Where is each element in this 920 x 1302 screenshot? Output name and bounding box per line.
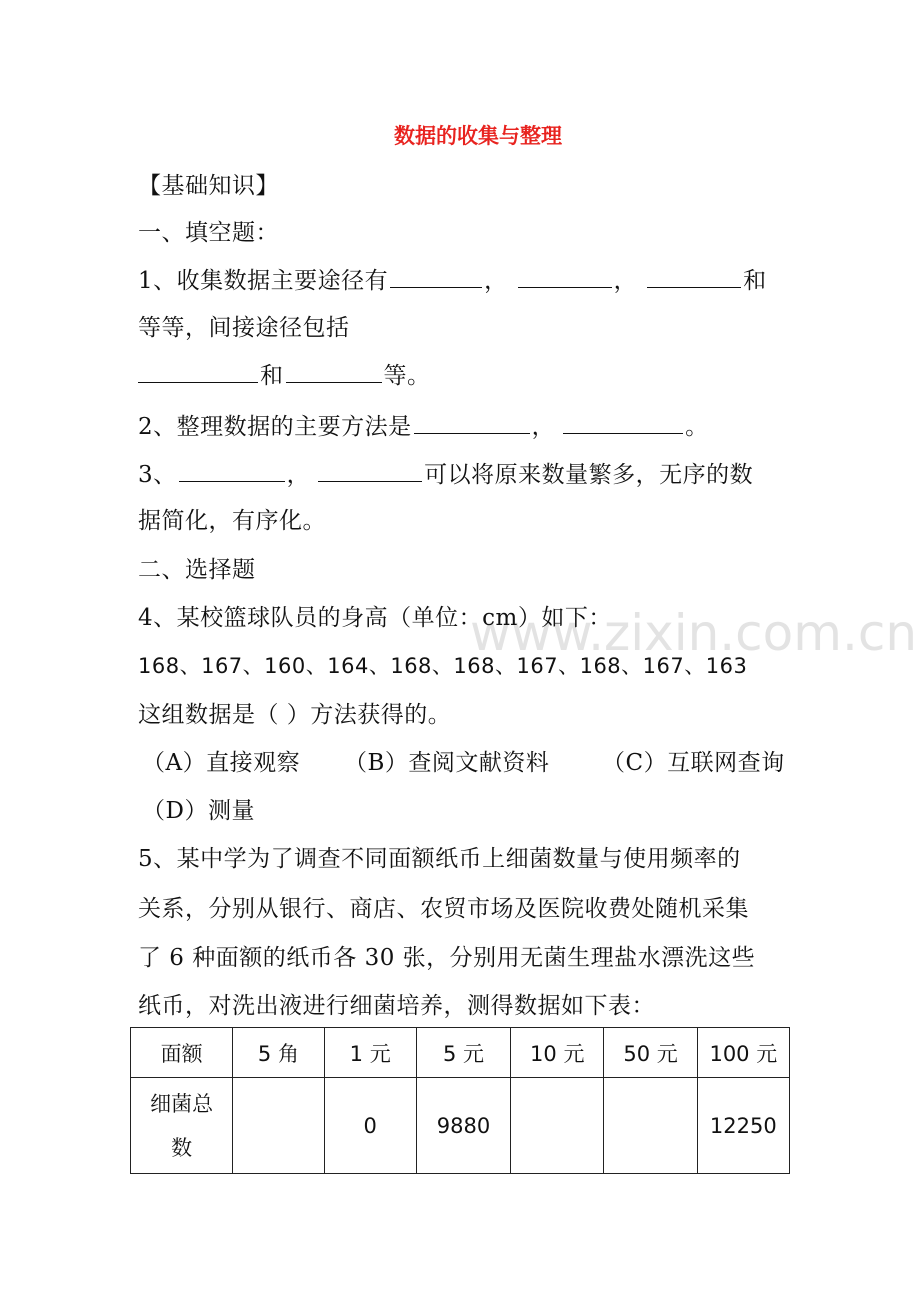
table-cell (604, 1078, 697, 1174)
part1-heading: 一、填空题： (138, 220, 279, 246)
q1-text: 1、收集数据主要途径有 (138, 268, 389, 294)
option-d[interactable]: （D）测量 (142, 798, 255, 824)
table-cell: 9880 (416, 1078, 510, 1174)
table-cell (511, 1078, 604, 1174)
question-1-line-3 (138, 360, 431, 391)
table-header-cell: 面额 (131, 1028, 233, 1078)
table-row (131, 1078, 790, 1174)
q2-end: 。 (685, 414, 709, 440)
answer-blank[interactable] (563, 411, 683, 434)
question-1-line-1 (138, 265, 767, 296)
table-header-cell: 100 元 (697, 1028, 789, 1078)
table-header-row (131, 1028, 790, 1078)
answer-blank[interactable] (138, 360, 258, 383)
answer-blank[interactable] (518, 265, 612, 288)
q3-text: 可以将原来数量繁多，无序的数 (424, 462, 754, 488)
answer-blank[interactable] (318, 459, 422, 482)
answer-blank[interactable] (286, 360, 382, 383)
table-row-label: 细菌总 数 (131, 1078, 233, 1174)
option-a[interactable]: （A）直接观察 (142, 750, 301, 776)
table-header-cell: 5 角 (233, 1028, 324, 1078)
option-b[interactable]: （B）查阅文献资料 (344, 750, 550, 776)
question-3-line-1 (138, 459, 753, 490)
watermark: www.zixin.com.cn (470, 604, 918, 662)
table-cell: 0 (324, 1078, 416, 1174)
answer-blank[interactable] (414, 411, 530, 434)
table-header-cell: 5 元 (416, 1028, 510, 1078)
table-cell: 12250 (697, 1078, 789, 1174)
part2-heading: 二、选择题 (138, 557, 256, 583)
table-cell (233, 1078, 324, 1174)
option-c[interactable]: （C）互联网查询 (602, 750, 785, 776)
q1-separator: ， (613, 268, 638, 294)
page-title: 数据的收集与整理 (394, 124, 562, 148)
answer-blank[interactable] (179, 459, 285, 482)
table-header-cell: 1 元 (324, 1028, 416, 1078)
question-4-line-2: 这组数据是（ ）方法获得的。 (138, 702, 452, 728)
question-3-line-2: 据简化，有序化。 (138, 508, 326, 534)
q2-separator: ， (531, 414, 556, 440)
q3-number: 3、 (138, 462, 177, 488)
answer-blank[interactable] (390, 265, 482, 288)
question-5-line-4: 纸币，对洗出液进行细菌培养，测得数据如下表： (138, 993, 655, 1019)
q1-end: 等。 (383, 363, 431, 389)
question-1-line-2: 等等，间接途径包括 (138, 315, 350, 341)
question-5-line-3: 了 6 种面额的纸币各 30 张，分别用无菌生理盐水漂洗这些 (138, 945, 756, 971)
q1-and: 和 (743, 268, 767, 294)
question-5-line-1: 5、某中学为了调查不同面额纸币上细菌数量与使用频率的 (138, 846, 741, 872)
answer-blank[interactable] (647, 265, 741, 288)
q3-separator: ， (286, 462, 311, 488)
question-4-data: 168、167、160、164、168、168、167、168、167、163 (138, 654, 748, 678)
question-4-line-1: 4、某校篮球队员的身高（单位：cm）如下： (138, 605, 612, 631)
table-header-cell: 10 元 (511, 1028, 604, 1078)
question-2 (138, 411, 709, 442)
table-header-cell: 50 元 (604, 1028, 697, 1078)
q2-text: 2、整理数据的主要方法是 (138, 414, 412, 440)
q1-and: 和 (260, 363, 284, 389)
question-5-line-2: 关系，分别从银行、商店、农贸市场及医院收费处随机采集 (138, 896, 749, 922)
section-heading: 【基础知识】 (138, 173, 279, 199)
bacteria-table (130, 1027, 790, 1174)
q1-separator: ， (484, 268, 508, 294)
